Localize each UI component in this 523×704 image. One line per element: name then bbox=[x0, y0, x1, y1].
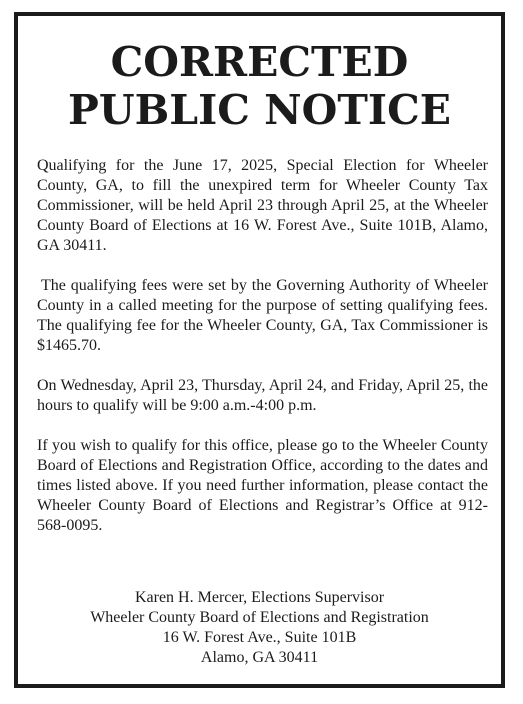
signature-street-address: 16 W. Forest Ave., Suite 101B bbox=[162, 629, 357, 646]
paragraph-contact-information: If you wish to qualify for this office, please go to the Wheeler County Board of Elections and Registration Office, according to the dates and times listed above. If you need further information, please contact the Wheeler County Board of Elections and Registrar’s Office at 912-568-0095. bbox=[37, 437, 488, 534]
title-line-corrected: CORRECTED bbox=[110, 38, 409, 86]
paragraph-qualifying-hours: On Wednesday, April 23, Thursday, April 24, and Friday, April 25, the hours to qualify will be 9:00 a.m.-4:00 p.m. bbox=[37, 377, 488, 414]
signature-block bbox=[18, 588, 501, 668]
signature-organization: Wheeler County Board of Elections and Registration bbox=[90, 609, 429, 626]
notice-title bbox=[18, 38, 501, 134]
signature-name-title: Karen H. Mercer, Elections Supervisor bbox=[134, 589, 385, 606]
title-line-public-notice: PUBLIC NOTICE bbox=[68, 86, 451, 134]
signature-city-state-zip: Alamo, GA 30411 bbox=[200, 649, 319, 666]
public-notice-box bbox=[14, 12, 505, 688]
paragraph-qualifying-dates: Qualifying for the June 17, 2025, Special Election for Wheeler County, GA, to fill the unexpired term for Wheeler County Tax Commissioner, will be held April 23 through April 25, at the Wheeler County Board of Elections at 16 W. Forest Ave., Suite 101B, Alamo, GA 30411. bbox=[37, 157, 488, 254]
paragraph-qualifying-fees: The qualifying fees were set by the Governing Authority of Wheeler County in a called meeting for the purpose of setting qualifying fees. The qualifying fee for the Wheeler County, GA, Tax Commissioner is $1465.70. bbox=[37, 277, 488, 354]
notice-body bbox=[37, 156, 488, 556]
